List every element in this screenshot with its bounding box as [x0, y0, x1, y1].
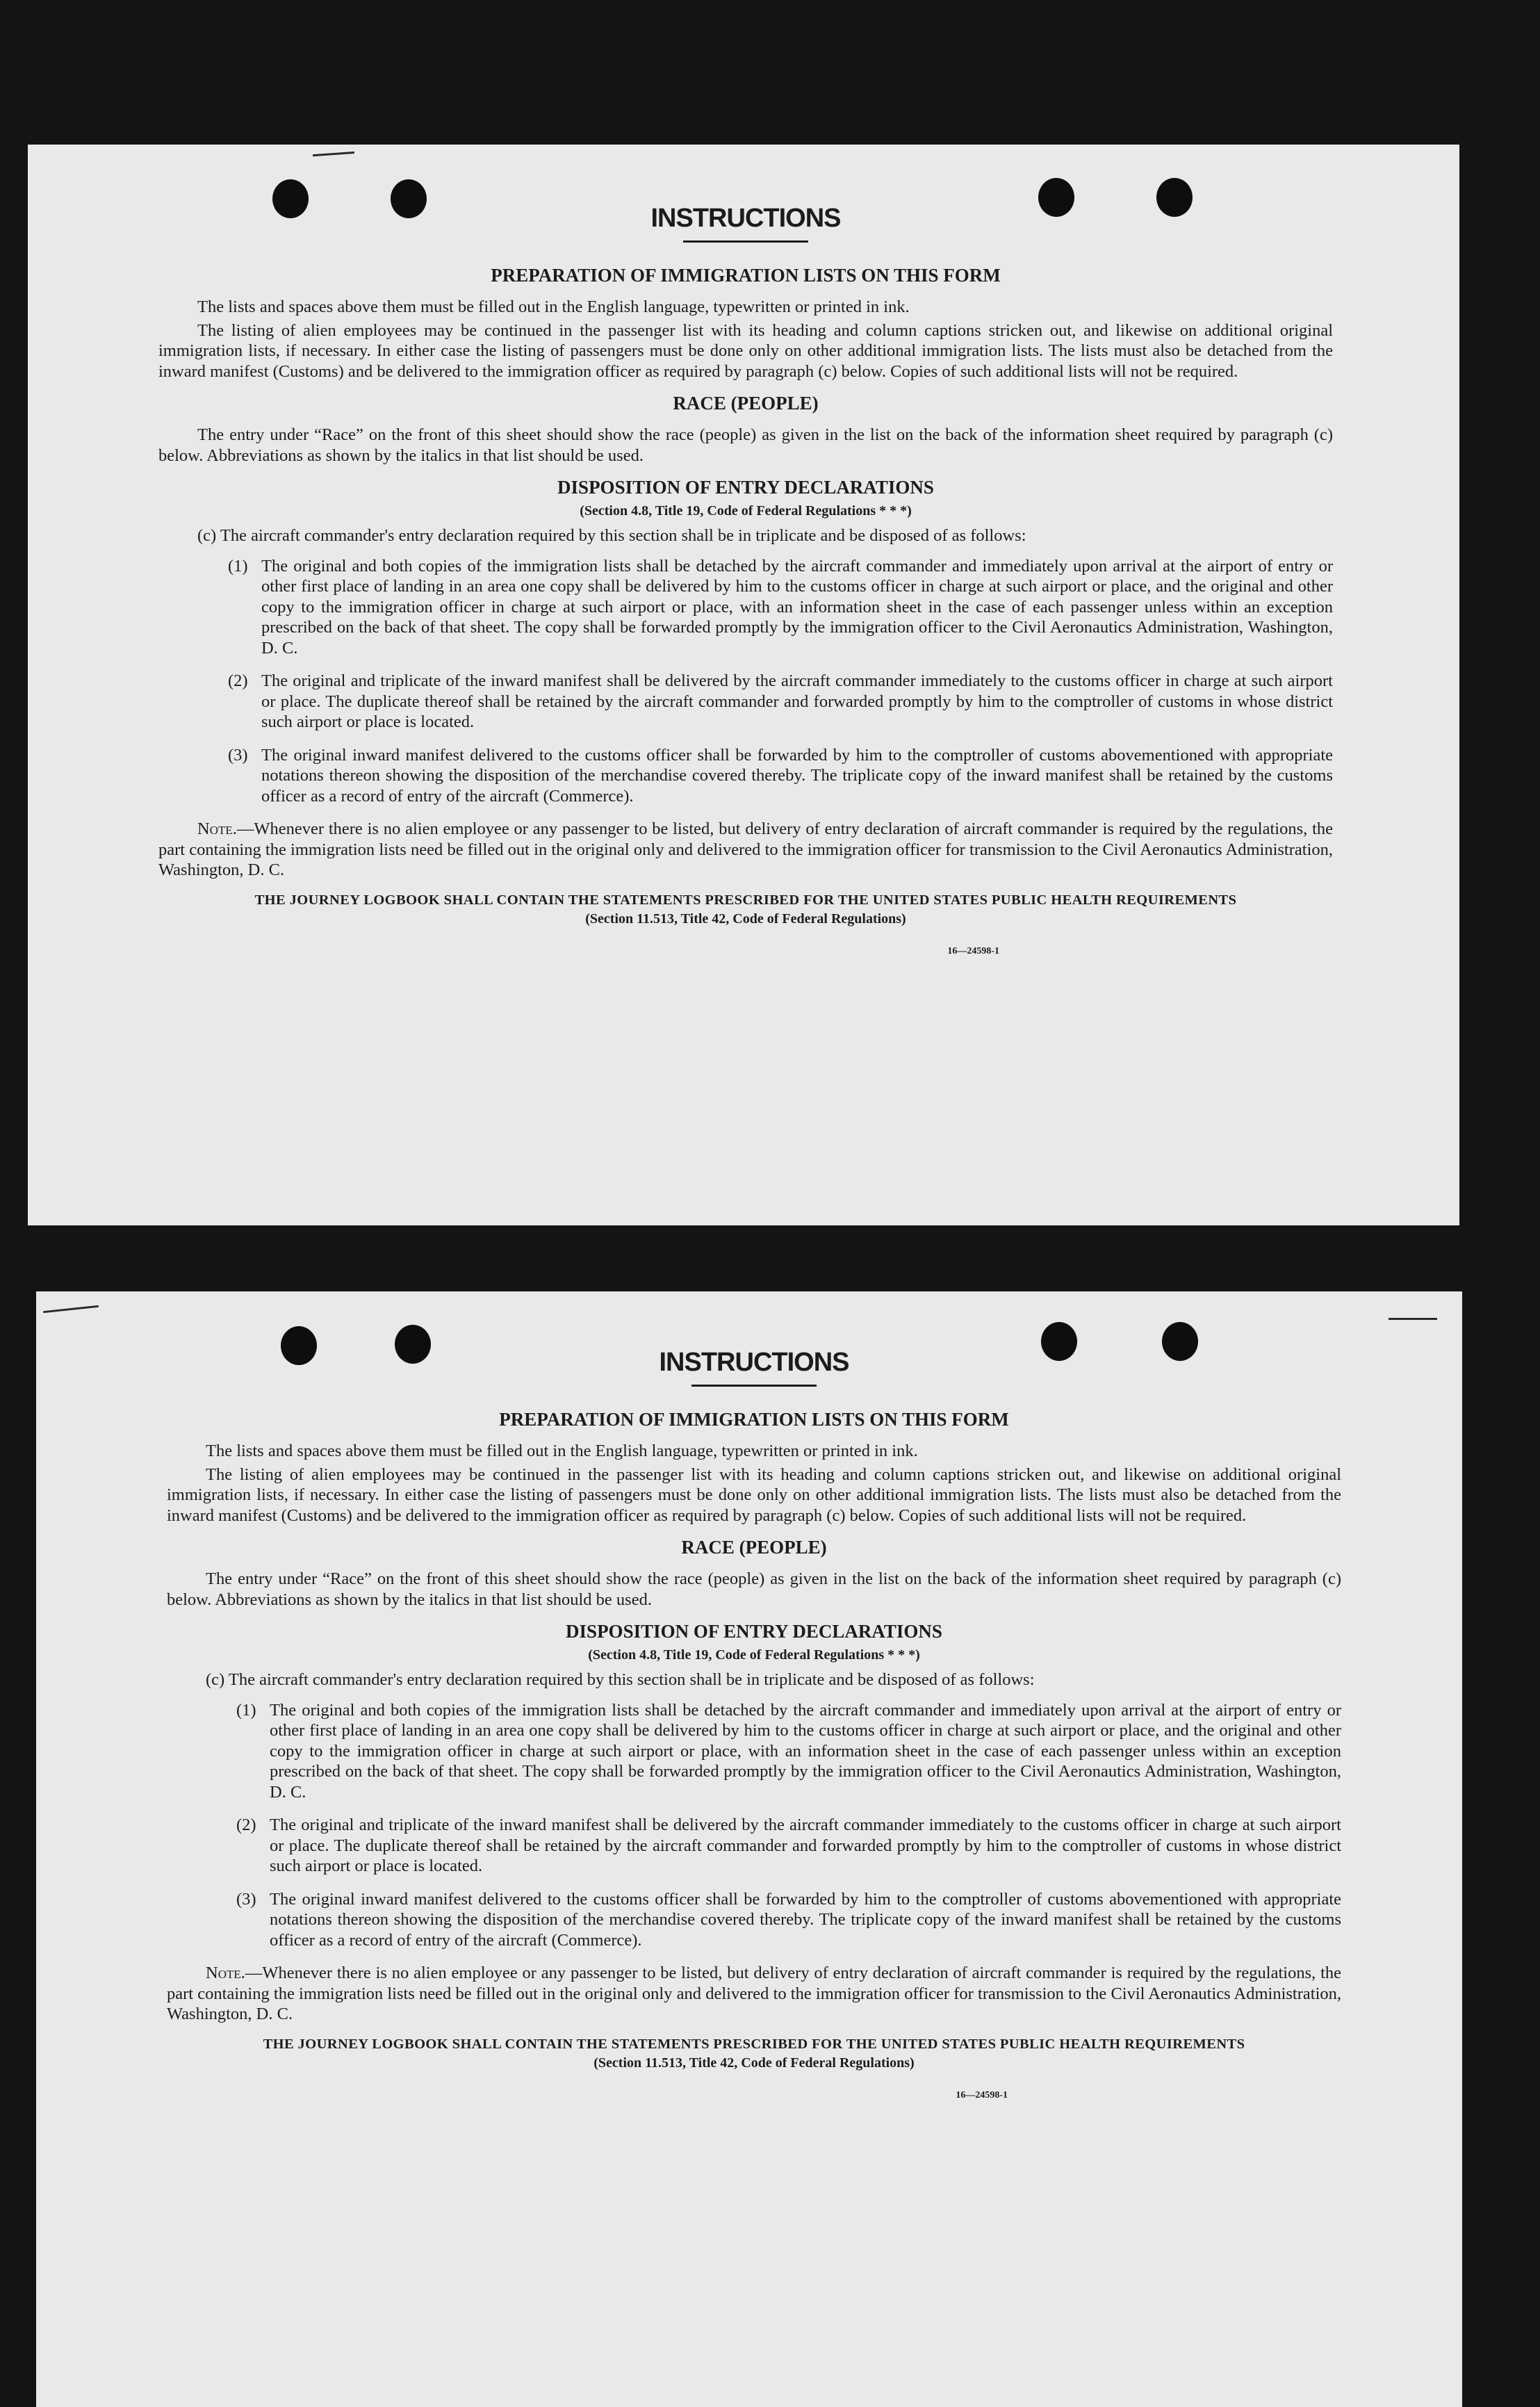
section-heading-race: RACE (PEOPLE) [681, 1537, 827, 1558]
page-title: INSTRUCTIONS [659, 1348, 849, 1377]
instructions-body [158, 202, 1333, 957]
form-number: 16—24598-1 [956, 2089, 1008, 2100]
paragraph-alien-employees: The listing of alien employees may be continued in the passenger list with its heading and column captions stricken out, and likewise on additional original immigration lists, if necessary. In either case the listing of passengers must be done only on other additional immigration lists. The lists must also be detached from the inward manifest (Customs) and be delivered to the immigration officer as required by paragraph (c) below. Copies of such additional lists will not be required. [167, 1464, 1341, 1525]
section-heading-disposition: DISPOSITION OF ENTRY DECLARATIONS [566, 1621, 942, 1642]
paragraph-race: The entry under “Race” on the front of this sheet should show the race (people) as given in the list on the back of the information sheet required by paragraph (c) below. Abbreviations as shown by the italics in that list should be used. [158, 425, 1333, 465]
note-label: Note. [206, 1964, 245, 1982]
instructions-body [167, 1346, 1341, 2101]
logbook-statement: THE JOURNEY LOGBOOK SHALL CONTAIN THE STATEMENTS PRESCRIBED FOR THE UNITED STATES PUBLIC HEALTH REQUIREMENTS [254, 892, 1237, 908]
paragraph-race: The entry under “Race” on the front of this sheet should show the race (people) as given in the list on the back of the information sheet required by paragraph (c) below. Abbreviations as shown by the italics in that list should be used. [167, 1569, 1341, 1609]
title-rule [691, 1385, 817, 1387]
note-text: —Whenever there is no alien employee or any passenger to be listed, but delivery of entry declaration of aircraft commander is required by the regulations, the part containing the immigration lists need be filled out in the original only and delivered to the immigration officer for transmission to the Civil Aeronautics Administration, Washington, D. C. [158, 819, 1333, 879]
paragraph-language: The lists and spaces above them must be filled out in the English language, typewritten or printed in ink. [206, 1442, 918, 1460]
logbook-citation: (Section 11.513, Title 42, Code of Federal Regulations) [585, 911, 906, 927]
instruction-sheet-1 [28, 145, 1459, 1225]
list-item-text: The original inward manifest delivered to the customs officer shall be forwarded by him to the comptroller of customs abovementioned with appropriate notations thereon showing the disposition of the merchandise covered thereby. The triplicate copy of the inward manifest shall be retained by the customs officer as a record of entry of the aircraft (Commerce). [261, 745, 1333, 806]
paragraph-c: (c) The aircraft commander's entry declaration required by this section shall be in triplicate and be disposed of as follows: [197, 526, 1026, 545]
note-paragraph [158, 819, 1333, 881]
list-item-text: The original and both copies of the immigration lists shall be detached by the aircraft commander and immediately upon arrival at the airport of entry or other first place of landing in an area one copy shall be delivered by him to the customs officer in charge at such airport or place, and the original and other copy to the immigration officer in charge at such airport or place, with an information sheet in the case of each passenger unless within an exception prescribed on the back of that sheet. The copy shall be forwarded promptly by the immigration officer to the Civil Aeronautics Administration, Washington, D. C. [261, 556, 1333, 658]
paper-mark [313, 152, 354, 156]
section-heading-disposition: DISPOSITION OF ENTRY DECLARATIONS [557, 477, 934, 498]
note-label: Note. [197, 819, 237, 838]
section-citation: (Section 4.8, Title 19, Code of Federal Regulations * * *) [580, 503, 912, 519]
list-item [228, 745, 1333, 807]
list-item [228, 671, 1333, 733]
list-item-number: (3) [228, 745, 248, 765]
list-item [236, 1815, 1341, 1877]
paper-mark [1389, 1318, 1437, 1320]
paragraph-alien-employees: The listing of alien employees may be continued in the passenger list with its heading and column captions stricken out, and likewise on additional original immigration lists, if necessary. In either case the listing of passengers must be done only on other additional immigration lists. The lists must also be detached from the inward manifest (Customs) and be delivered to the immigration officer as required by paragraph (c) below. Copies of such additional lists will not be required. [158, 320, 1333, 381]
list-item [236, 1889, 1341, 1951]
section-heading-race: RACE (PEOPLE) [673, 393, 819, 414]
page-title: INSTRUCTIONS [650, 204, 841, 233]
list-item-number: (2) [228, 671, 248, 690]
logbook-citation: (Section 11.513, Title 42, Code of Federal Regulations) [593, 2055, 915, 2071]
list-item [236, 1700, 1341, 1803]
note-text: —Whenever there is no alien employee or any passenger to be listed, but delivery of entry declaration of aircraft commander is required by the regulations, the part containing the immigration lists need be filled out in the original only and delivered to the immigration officer for transmission to the Civil Aeronautics Administration, Washington, D. C. [167, 1964, 1341, 2023]
list-item-text: The original and both copies of the immigration lists shall be detached by the aircraft commander and immediately upon arrival at the airport of entry or other first place of landing in an area one copy shall be delivered by him to the customs officer in charge at such airport or place, and the original and other copy to the immigration officer in charge at such airport or place, with an information sheet in the case of each passenger unless within an exception prescribed on the back of that sheet. The copy shall be forwarded promptly by the immigration officer to the Civil Aeronautics Administration, Washington, D. C. [270, 1700, 1341, 1802]
list-item-number: (2) [236, 1816, 256, 1834]
section-heading-preparation: PREPARATION OF IMMIGRATION LISTS ON THIS FORM [499, 1409, 1009, 1430]
list-item-number: (1) [228, 556, 248, 576]
list-item-number: (3) [236, 1889, 256, 1909]
list-item-text: The original and triplicate of the inward manifest shall be delivered by the aircraft commander immediately to the customs officer in charge at such airport or place. The duplicate thereof shall be retained by the aircraft commander and forwarded promptly by him to the comptroller of customs in whose district such airport or place is located. [270, 1816, 1341, 1875]
form-number: 16—24598-1 [947, 945, 999, 956]
list-item-text: The original inward manifest delivered to the customs officer shall be forwarded by him to the comptroller of customs abovementioned with appropriate notations thereon showing the disposition of the merchandise covered thereby. The triplicate copy of the inward manifest shall be retained by the customs officer as a record of entry of the aircraft (Commerce). [270, 1889, 1341, 1950]
section-citation: (Section 4.8, Title 19, Code of Federal Regulations * * *) [588, 1647, 920, 1663]
note-paragraph [167, 1963, 1341, 2025]
list-item-text: The original and triplicate of the inward manifest shall be delivered by the aircraft commander immediately to the customs officer in charge at such airport or place. The duplicate thereof shall be retained by the aircraft commander and forwarded promptly by him to the comptroller of customs in whose district such airport or place is located. [261, 671, 1333, 731]
paragraph-language: The lists and spaces above them must be filled out in the English language, typewritten or printed in ink. [197, 297, 910, 316]
section-heading-preparation: PREPARATION OF IMMIGRATION LISTS ON THIS FORM [491, 265, 1001, 286]
list-item [228, 556, 1333, 659]
title-rule [683, 240, 808, 243]
paragraph-c: (c) The aircraft commander's entry declaration required by this section shall be in triplicate and be disposed of as follows: [206, 1670, 1035, 1689]
instruction-sheet-2 [36, 1291, 1462, 2407]
logbook-statement: THE JOURNEY LOGBOOK SHALL CONTAIN THE STATEMENTS PRESCRIBED FOR THE UNITED STATES PUBLIC HEALTH REQUIREMENTS [263, 2036, 1245, 2052]
list-item-number: (1) [236, 1700, 256, 1720]
paper-mark [43, 1305, 99, 1313]
